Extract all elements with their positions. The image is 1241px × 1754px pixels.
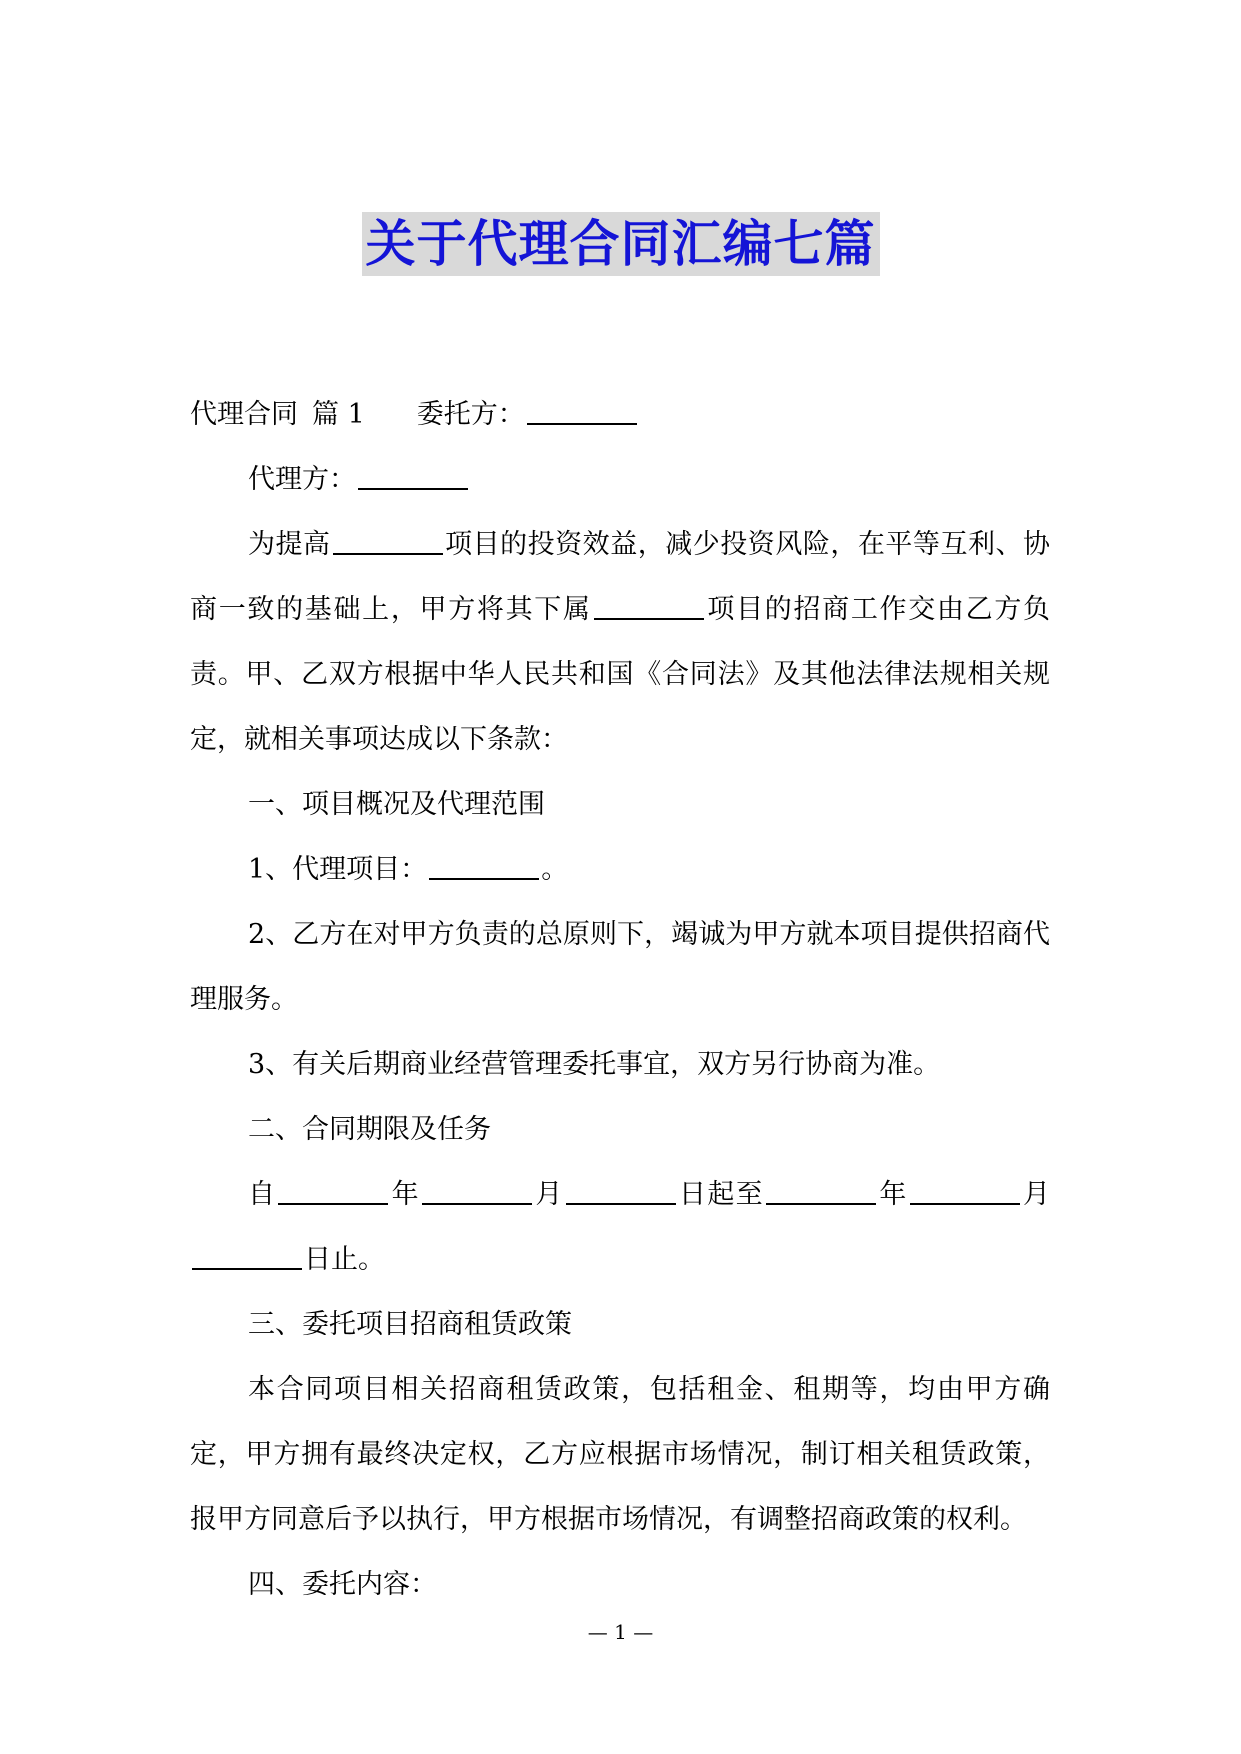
term-end: 日止。 — [304, 1244, 385, 1275]
paragraph-heading-line — [190, 382, 1050, 447]
term-dates — [190, 1162, 1050, 1292]
term-month-1: 月 — [534, 1179, 564, 1210]
principal-label: 委托方： — [416, 399, 525, 430]
page-number: — 1 — — [587, 1620, 654, 1644]
term-month-2: 月 — [1021, 1179, 1051, 1210]
end-month-blank — [910, 1177, 1020, 1205]
clause-1-3: 3、有关后期商业经营管理委托事宜，双方另行协商为准。 — [248, 1049, 941, 1080]
start-year-blank — [278, 1177, 388, 1205]
agent-blank — [358, 462, 468, 490]
end-day-blank — [192, 1242, 302, 1270]
clause-1-1 — [190, 837, 1050, 902]
section-heading-2: 二、合同期限及任务 — [248, 1114, 491, 1145]
agent-label: 代理方： — [248, 464, 356, 495]
document-body — [190, 382, 1050, 1617]
term-year-1: 年 — [390, 1179, 421, 1210]
start-day-blank — [566, 1177, 676, 1205]
section-heading-3: 三、委托项目招商租赁政策 — [248, 1309, 572, 1340]
document-title: 关于代理合同汇编七篇 — [362, 212, 880, 276]
section-number: 篇 1 — [312, 399, 365, 430]
clause-1-1-end: 。 — [541, 854, 569, 885]
purpose-text-c: 项目的招商工作交由乙方负责。甲、乙双方根据中华人民共和国《合同法》及其他法律法规相关规定，就相关事项达成以下条款： — [190, 594, 1051, 755]
project-blank-1 — [333, 527, 443, 555]
purpose-text-a: 为提高 — [248, 529, 331, 560]
agent-line — [190, 447, 1050, 512]
end-year-blank — [766, 1177, 876, 1205]
term-day-1: 日起至 — [677, 1179, 765, 1210]
principal-blank — [527, 397, 637, 425]
agency-project-blank — [429, 852, 539, 880]
term-from: 自 — [248, 1179, 277, 1210]
clause-1-2: 2、乙方在对甲方负责的总原则下，竭诚为甲方就本项目提供招商代理服务。 — [190, 919, 1050, 1015]
term-year-2: 年 — [878, 1179, 908, 1210]
clause-1-1-text: 1、代理项目： — [248, 854, 428, 885]
project-blank-2 — [594, 592, 704, 620]
purpose-text-b: 项目的投资效益，减少投资风险，在平等互利、协商一致的基础上，甲方将其下属 — [190, 529, 1051, 625]
contract-label: 代理合同 — [190, 399, 298, 430]
title-container — [0, 212, 1241, 276]
section-heading-1: 一、项目概况及代理范围 — [248, 789, 545, 820]
section-heading-4: 四、委托内容： — [248, 1569, 437, 1600]
start-month-blank — [422, 1177, 532, 1205]
paragraph-purpose — [190, 512, 1050, 772]
clause-3-body: 本合同项目相关招商租赁政策，包括租金、租期等，均由甲方确定，甲方拥有最终决定权，乙方应根据市场情况，制订相关租赁政策，报甲方同意后予以执行，甲方根据市场情况，有调整招商政策的权利。 — [190, 1374, 1050, 1535]
